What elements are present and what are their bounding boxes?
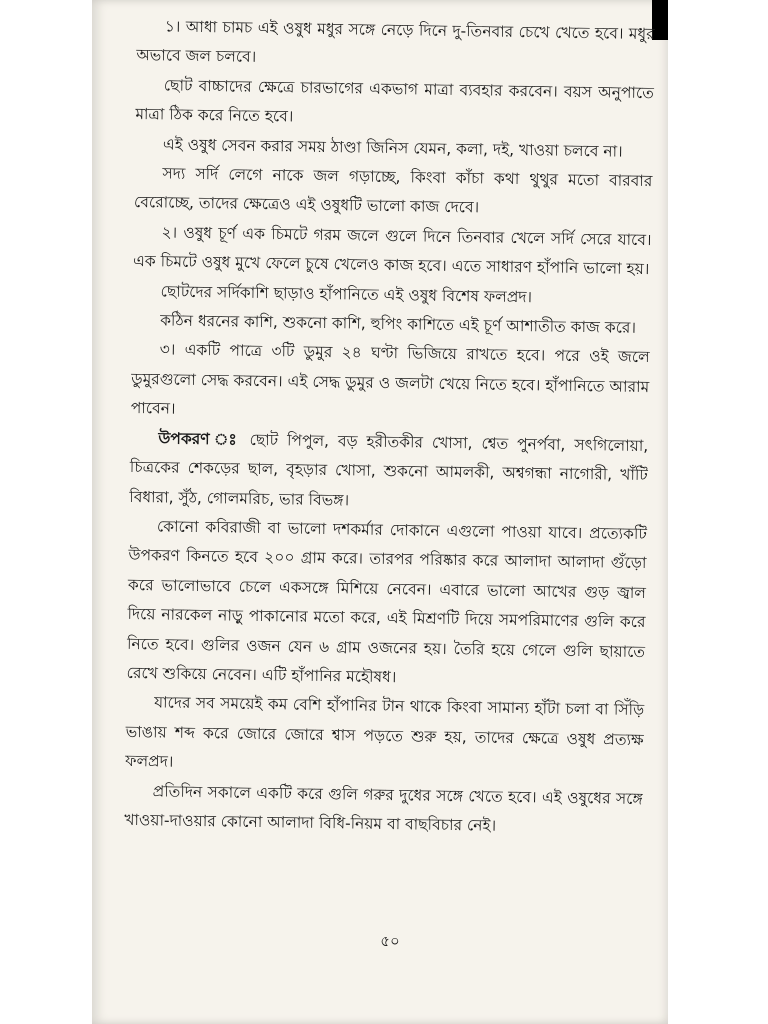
paragraph-8: ৩। একটি পাত্রে ৩টি ডুমুর ২৪ ঘণ্টা ভিজিয়ে রাখতে হবে। পরে ওই জলে ডুমুরগুলো সেদ্ধ করবেন। এই সেদ্ধ ডুমুর ও জলটা খেয়ে নিতে হবে। হাঁপানিতে আরাম পাবেন। — [130, 340, 650, 418]
book-page — [92, 0, 668, 1024]
background-right — [668, 0, 768, 1024]
ingredients-paragraph — [129, 424, 648, 520]
paragraph-10: যাদের সব সময়েই কম বেশি হাঁপানির টান থাকে কিংবা সামান্য হাঁটা চলা বা সিঁড়ি ভাঙায় শব্দ করে জোরে জোরে শ্বাস পড়তে শুরু হয়, তাদের ক্ষেত্রে ওষুধ প্রত্যক্ষ ফলপ্রদ। — [125, 693, 645, 771]
paragraph-3: এই ওষুধ সেবন করার সময় ঠাণ্ডা জিনিস যেমন, কলা, দই, খাওয়া চলবে না। — [162, 135, 623, 161]
page-text — [124, 12, 655, 843]
paragraph-11: প্রতিদিন সকালে একটি করে গুলি গরুর দুধের সঙ্গে খেতে হবে। এই ওষুধের সঙ্গে খাওয়া-দাওয়ার কোনো আলাদা বিধি-নিয়ম বা বাছবিচার নেই। — [124, 781, 643, 835]
paragraph-7: কঠিন ধরনের কাশি, শুকনো কাশি, হুপিং কাশিতে এই চূর্ণ আশাতীত কাজ করে। — [160, 311, 637, 337]
paragraph-4: সদ্য সর্দি লেগে নাকে জল গড়াচ্ছে, কিংবা কাঁচা কথা থুথুর মতো বারবার বেরোচ্ছে, তাদের ক্ষেত্রেও এই ওষুধটি ভালো কাজ দেবে। — [133, 164, 653, 217]
ingredients-label: উপকরণ ঃ — [158, 429, 241, 449]
page-number: ৫০ — [380, 932, 400, 950]
background-left — [0, 0, 92, 1024]
paragraph-1: ১। আধা চামচ এই ওষুধ মধুর সঙ্গে নেড়ে দিনে দু-তিনবার চেখে খেতে হবে। মধুর অভাবে জল চলবে। — [136, 17, 655, 67]
paragraph-6: ছোটদের সর্দিকাশি ছাড়াও হাঁপানিতে এই ওষুধ বিশেষ ফলপ্রদ। — [160, 282, 533, 306]
paragraph-5: ২। ওষুধ চূর্ণ এক চিমটে গরম জলে গুলে দিনে তিনবার খেলে সর্দি সেরে যাবে। এক চিমটে ওষুধ মুখে ফেলে চুষে খেলেও কাজ হবে। এতে সাধারণ হাঁপানি ভালো হয়। — [132, 223, 652, 279]
ingredients-list: ছোট পিপুল, বড় হরীতকীর খোসা, শ্বেত পুনর্পবা, সৎগিলোয়া, চিত্রকের শেকড়ের ছাল, বৃহড়ার খোসা, শুকনো আমলকী, অশ্বগন্ধা নাগোরী, খাঁটি বিধারা, সুঁঠ, গোলমরিচ, ভার বিভঙ্গ। — [129, 430, 649, 509]
paragraph-9: কোনো কবিরাজী বা ভালো দশকর্মার দোকানে এগুলো পাওয়া যাবে। প্রত্যেকটি উপকরণ কিনতে হবে ২০০ গ্রাম করে। তারপর পরিষ্কার করে আলাদা আলাদা গুঁড়ো করে ভালোভাবে চেলে একসঙ্গে মিশিয়ে নেবেন। এবারে ভালো আখের গুড় জ্বাল দিয়ে নারকেল নাড়ু পাকানোর মতো করে, এই মিশ্রণটি দিয়ে সমপরিমাণের গুলি করে নিতে হবে। গুলির ওজন যেন ৬ গ্রাম ওজনের হয়। তৈরি হয়ে গেলে গুলি ছায়াতে রেখে শুকিয়ে নেবেন। এটি হাঁপানির মহৌষধ। — [126, 517, 648, 687]
paragraph-2: ছোট বাচ্চাদের ক্ষেত্রে চারভাগের একভাগ মাত্রা ব্যবহার করবেন। বয়স অনুপাতে মাত্রা ঠিক করে নিতে হবে। — [135, 76, 654, 126]
